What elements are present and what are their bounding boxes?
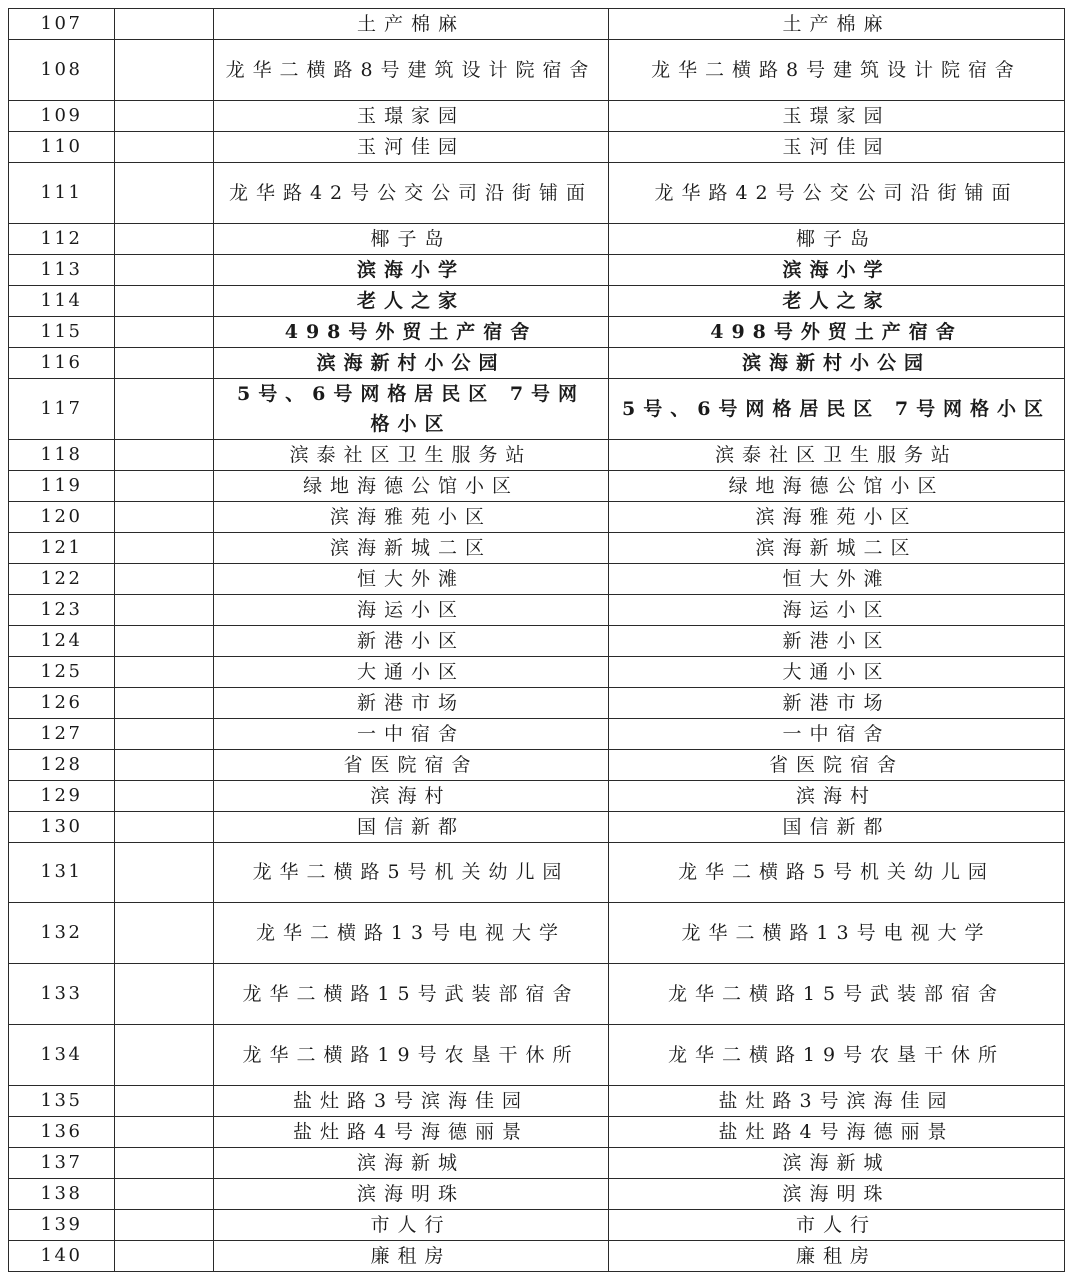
location-full-name: 椰子岛 — [609, 223, 1065, 254]
empty-cell — [115, 964, 214, 1025]
empty-cell — [115, 656, 214, 687]
location-name: 滨海新城 — [214, 1147, 609, 1178]
table-row — [9, 100, 1065, 131]
location-full-name: 一中宿舍 — [609, 718, 1065, 749]
row-number: 133 — [9, 964, 115, 1025]
empty-cell — [115, 811, 214, 842]
address-table — [8, 8, 1065, 1272]
location-full-name: 国信新都 — [609, 811, 1065, 842]
location-name: 新港小区 — [214, 625, 609, 656]
empty-cell — [115, 1209, 214, 1240]
location-name: 龙华二横路8号建筑设计院宿舍 — [214, 40, 609, 101]
row-number: 126 — [9, 687, 115, 718]
location-name: 廉租房 — [214, 1240, 609, 1271]
empty-cell — [115, 285, 214, 316]
location-name: 土产棉麻 — [214, 9, 609, 40]
table-row — [9, 749, 1065, 780]
row-number: 119 — [9, 470, 115, 501]
location-full-name: 大通小区 — [609, 656, 1065, 687]
location-name: 龙华二横路19号农垦干休所 — [214, 1024, 609, 1085]
empty-cell — [115, 1178, 214, 1209]
location-full-name: 龙华二横路13号电视大学 — [609, 903, 1065, 964]
table-row — [9, 1209, 1065, 1240]
location-name: 玉河佳园 — [214, 131, 609, 162]
location-name: 滨泰社区卫生服务站 — [214, 439, 609, 470]
location-name: 国信新都 — [214, 811, 609, 842]
empty-cell — [115, 625, 214, 656]
location-full-name: 土产棉麻 — [609, 9, 1065, 40]
empty-cell — [115, 563, 214, 594]
empty-cell — [115, 40, 214, 101]
empty-cell — [115, 439, 214, 470]
table-row — [9, 1240, 1065, 1271]
empty-cell — [115, 100, 214, 131]
row-number: 118 — [9, 439, 115, 470]
table-row — [9, 811, 1065, 842]
table-row — [9, 964, 1065, 1025]
table-row — [9, 842, 1065, 903]
row-number: 132 — [9, 903, 115, 964]
location-name: 玉璟家园 — [214, 100, 609, 131]
location-full-name: 龙华二横路8号建筑设计院宿舍 — [609, 40, 1065, 101]
location-name: 恒大外滩 — [214, 563, 609, 594]
location-full-name: 玉河佳园 — [609, 131, 1065, 162]
row-number: 136 — [9, 1116, 115, 1147]
location-full-name: 廉租房 — [609, 1240, 1065, 1271]
location-name: 新港市场 — [214, 687, 609, 718]
location-full-name: 龙华路42号公交公司沿街铺面 — [609, 162, 1065, 223]
location-full-name: 滨海新城二区 — [609, 532, 1065, 563]
location-name: 龙华路42号公交公司沿街铺面 — [214, 162, 609, 223]
table-row — [9, 9, 1065, 40]
address-table-body — [9, 9, 1065, 1272]
table-row — [9, 162, 1065, 223]
location-full-name: 滨海雅苑小区 — [609, 501, 1065, 532]
row-number: 138 — [9, 1178, 115, 1209]
empty-cell — [115, 718, 214, 749]
location-full-name: 新港市场 — [609, 687, 1065, 718]
location-full-name: 海运小区 — [609, 594, 1065, 625]
empty-cell — [115, 223, 214, 254]
location-full-name: 滨泰社区卫生服务站 — [609, 439, 1065, 470]
empty-cell — [115, 501, 214, 532]
table-row — [9, 316, 1065, 347]
empty-cell — [115, 687, 214, 718]
location-name: 滨海村 — [214, 780, 609, 811]
location-name: 龙华二横路15号武装部宿舍 — [214, 964, 609, 1025]
location-name: 海运小区 — [214, 594, 609, 625]
location-full-name: 盐灶路3号滨海佳园 — [609, 1085, 1065, 1116]
empty-cell — [115, 903, 214, 964]
location-name: 滨海小学 — [214, 254, 609, 285]
table-row — [9, 625, 1065, 656]
table-row — [9, 687, 1065, 718]
location-name: 椰子岛 — [214, 223, 609, 254]
empty-cell — [115, 378, 214, 439]
empty-cell — [115, 131, 214, 162]
table-row — [9, 532, 1065, 563]
location-name: 5号、6号网格居民区 7号网格小区 — [214, 378, 609, 439]
location-name: 盐灶路3号滨海佳园 — [214, 1085, 609, 1116]
table-row — [9, 439, 1065, 470]
location-full-name: 盐灶路4号海德丽景 — [609, 1116, 1065, 1147]
row-number: 117 — [9, 378, 115, 439]
row-number: 113 — [9, 254, 115, 285]
location-full-name: 恒大外滩 — [609, 563, 1065, 594]
location-name: 龙华二横路13号电视大学 — [214, 903, 609, 964]
location-name: 绿地海德公馆小区 — [214, 470, 609, 501]
table-row — [9, 656, 1065, 687]
row-number: 131 — [9, 842, 115, 903]
row-number: 130 — [9, 811, 115, 842]
empty-cell — [115, 1147, 214, 1178]
row-number: 122 — [9, 563, 115, 594]
row-number: 134 — [9, 1024, 115, 1085]
row-number: 137 — [9, 1147, 115, 1178]
table-row — [9, 254, 1065, 285]
location-full-name: 滨海新村小公园 — [609, 347, 1065, 378]
empty-cell — [115, 780, 214, 811]
table-row — [9, 594, 1065, 625]
row-number: 123 — [9, 594, 115, 625]
row-number: 120 — [9, 501, 115, 532]
row-number: 110 — [9, 131, 115, 162]
row-number: 127 — [9, 718, 115, 749]
row-number: 112 — [9, 223, 115, 254]
table-row — [9, 501, 1065, 532]
location-full-name: 省医院宿舍 — [609, 749, 1065, 780]
table-row — [9, 131, 1065, 162]
location-full-name: 龙华二横路15号武装部宿舍 — [609, 964, 1065, 1025]
empty-cell — [115, 749, 214, 780]
location-name: 老人之家 — [214, 285, 609, 316]
location-full-name: 玉璟家园 — [609, 100, 1065, 131]
row-number: 114 — [9, 285, 115, 316]
location-full-name: 市人行 — [609, 1209, 1065, 1240]
table-row — [9, 1085, 1065, 1116]
location-name: 一中宿舍 — [214, 718, 609, 749]
location-full-name: 滨海村 — [609, 780, 1065, 811]
location-full-name: 龙华二横路5号机关幼儿园 — [609, 842, 1065, 903]
location-name: 市人行 — [214, 1209, 609, 1240]
empty-cell — [115, 162, 214, 223]
table-row — [9, 378, 1065, 439]
table-row — [9, 718, 1065, 749]
row-number: 125 — [9, 656, 115, 687]
row-number: 111 — [9, 162, 115, 223]
table-row — [9, 1024, 1065, 1085]
table-row — [9, 223, 1065, 254]
location-name: 滨海明珠 — [214, 1178, 609, 1209]
table-row — [9, 563, 1065, 594]
location-name: 滨海新城二区 — [214, 532, 609, 563]
empty-cell — [115, 316, 214, 347]
table-row — [9, 40, 1065, 101]
row-number: 128 — [9, 749, 115, 780]
location-full-name: 新港小区 — [609, 625, 1065, 656]
empty-cell — [115, 594, 214, 625]
row-number: 109 — [9, 100, 115, 131]
table-row — [9, 347, 1065, 378]
location-name: 498号外贸土产宿舍 — [214, 316, 609, 347]
empty-cell — [115, 1116, 214, 1147]
row-number: 129 — [9, 780, 115, 811]
location-name: 滨海雅苑小区 — [214, 501, 609, 532]
table-row — [9, 285, 1065, 316]
location-full-name: 498号外贸土产宿舍 — [609, 316, 1065, 347]
empty-cell — [115, 470, 214, 501]
row-number: 115 — [9, 316, 115, 347]
row-number: 116 — [9, 347, 115, 378]
empty-cell — [115, 842, 214, 903]
location-name: 大通小区 — [214, 656, 609, 687]
row-number: 139 — [9, 1209, 115, 1240]
location-full-name: 绿地海德公馆小区 — [609, 470, 1065, 501]
row-number: 108 — [9, 40, 115, 101]
table-row — [9, 780, 1065, 811]
table-row — [9, 1116, 1065, 1147]
location-name: 龙华二横路5号机关幼儿园 — [214, 842, 609, 903]
empty-cell — [115, 9, 214, 40]
table-row — [9, 1178, 1065, 1209]
location-full-name: 滨海明珠 — [609, 1178, 1065, 1209]
table-row — [9, 903, 1065, 964]
table-row — [9, 470, 1065, 501]
row-number: 124 — [9, 625, 115, 656]
location-full-name: 龙华二横路19号农垦干休所 — [609, 1024, 1065, 1085]
table-row — [9, 1147, 1065, 1178]
empty-cell — [115, 1024, 214, 1085]
row-number: 121 — [9, 532, 115, 563]
location-full-name: 滨海小学 — [609, 254, 1065, 285]
row-number: 135 — [9, 1085, 115, 1116]
location-name: 省医院宿舍 — [214, 749, 609, 780]
empty-cell — [115, 532, 214, 563]
location-full-name: 5号、6号网格居民区 7号网格小区 — [609, 378, 1065, 439]
empty-cell — [115, 347, 214, 378]
empty-cell — [115, 254, 214, 285]
empty-cell — [115, 1085, 214, 1116]
location-name: 滨海新村小公园 — [214, 347, 609, 378]
row-number: 107 — [9, 9, 115, 40]
location-full-name: 滨海新城 — [609, 1147, 1065, 1178]
location-full-name: 老人之家 — [609, 285, 1065, 316]
row-number: 140 — [9, 1240, 115, 1271]
location-name: 盐灶路4号海德丽景 — [214, 1116, 609, 1147]
empty-cell — [115, 1240, 214, 1271]
